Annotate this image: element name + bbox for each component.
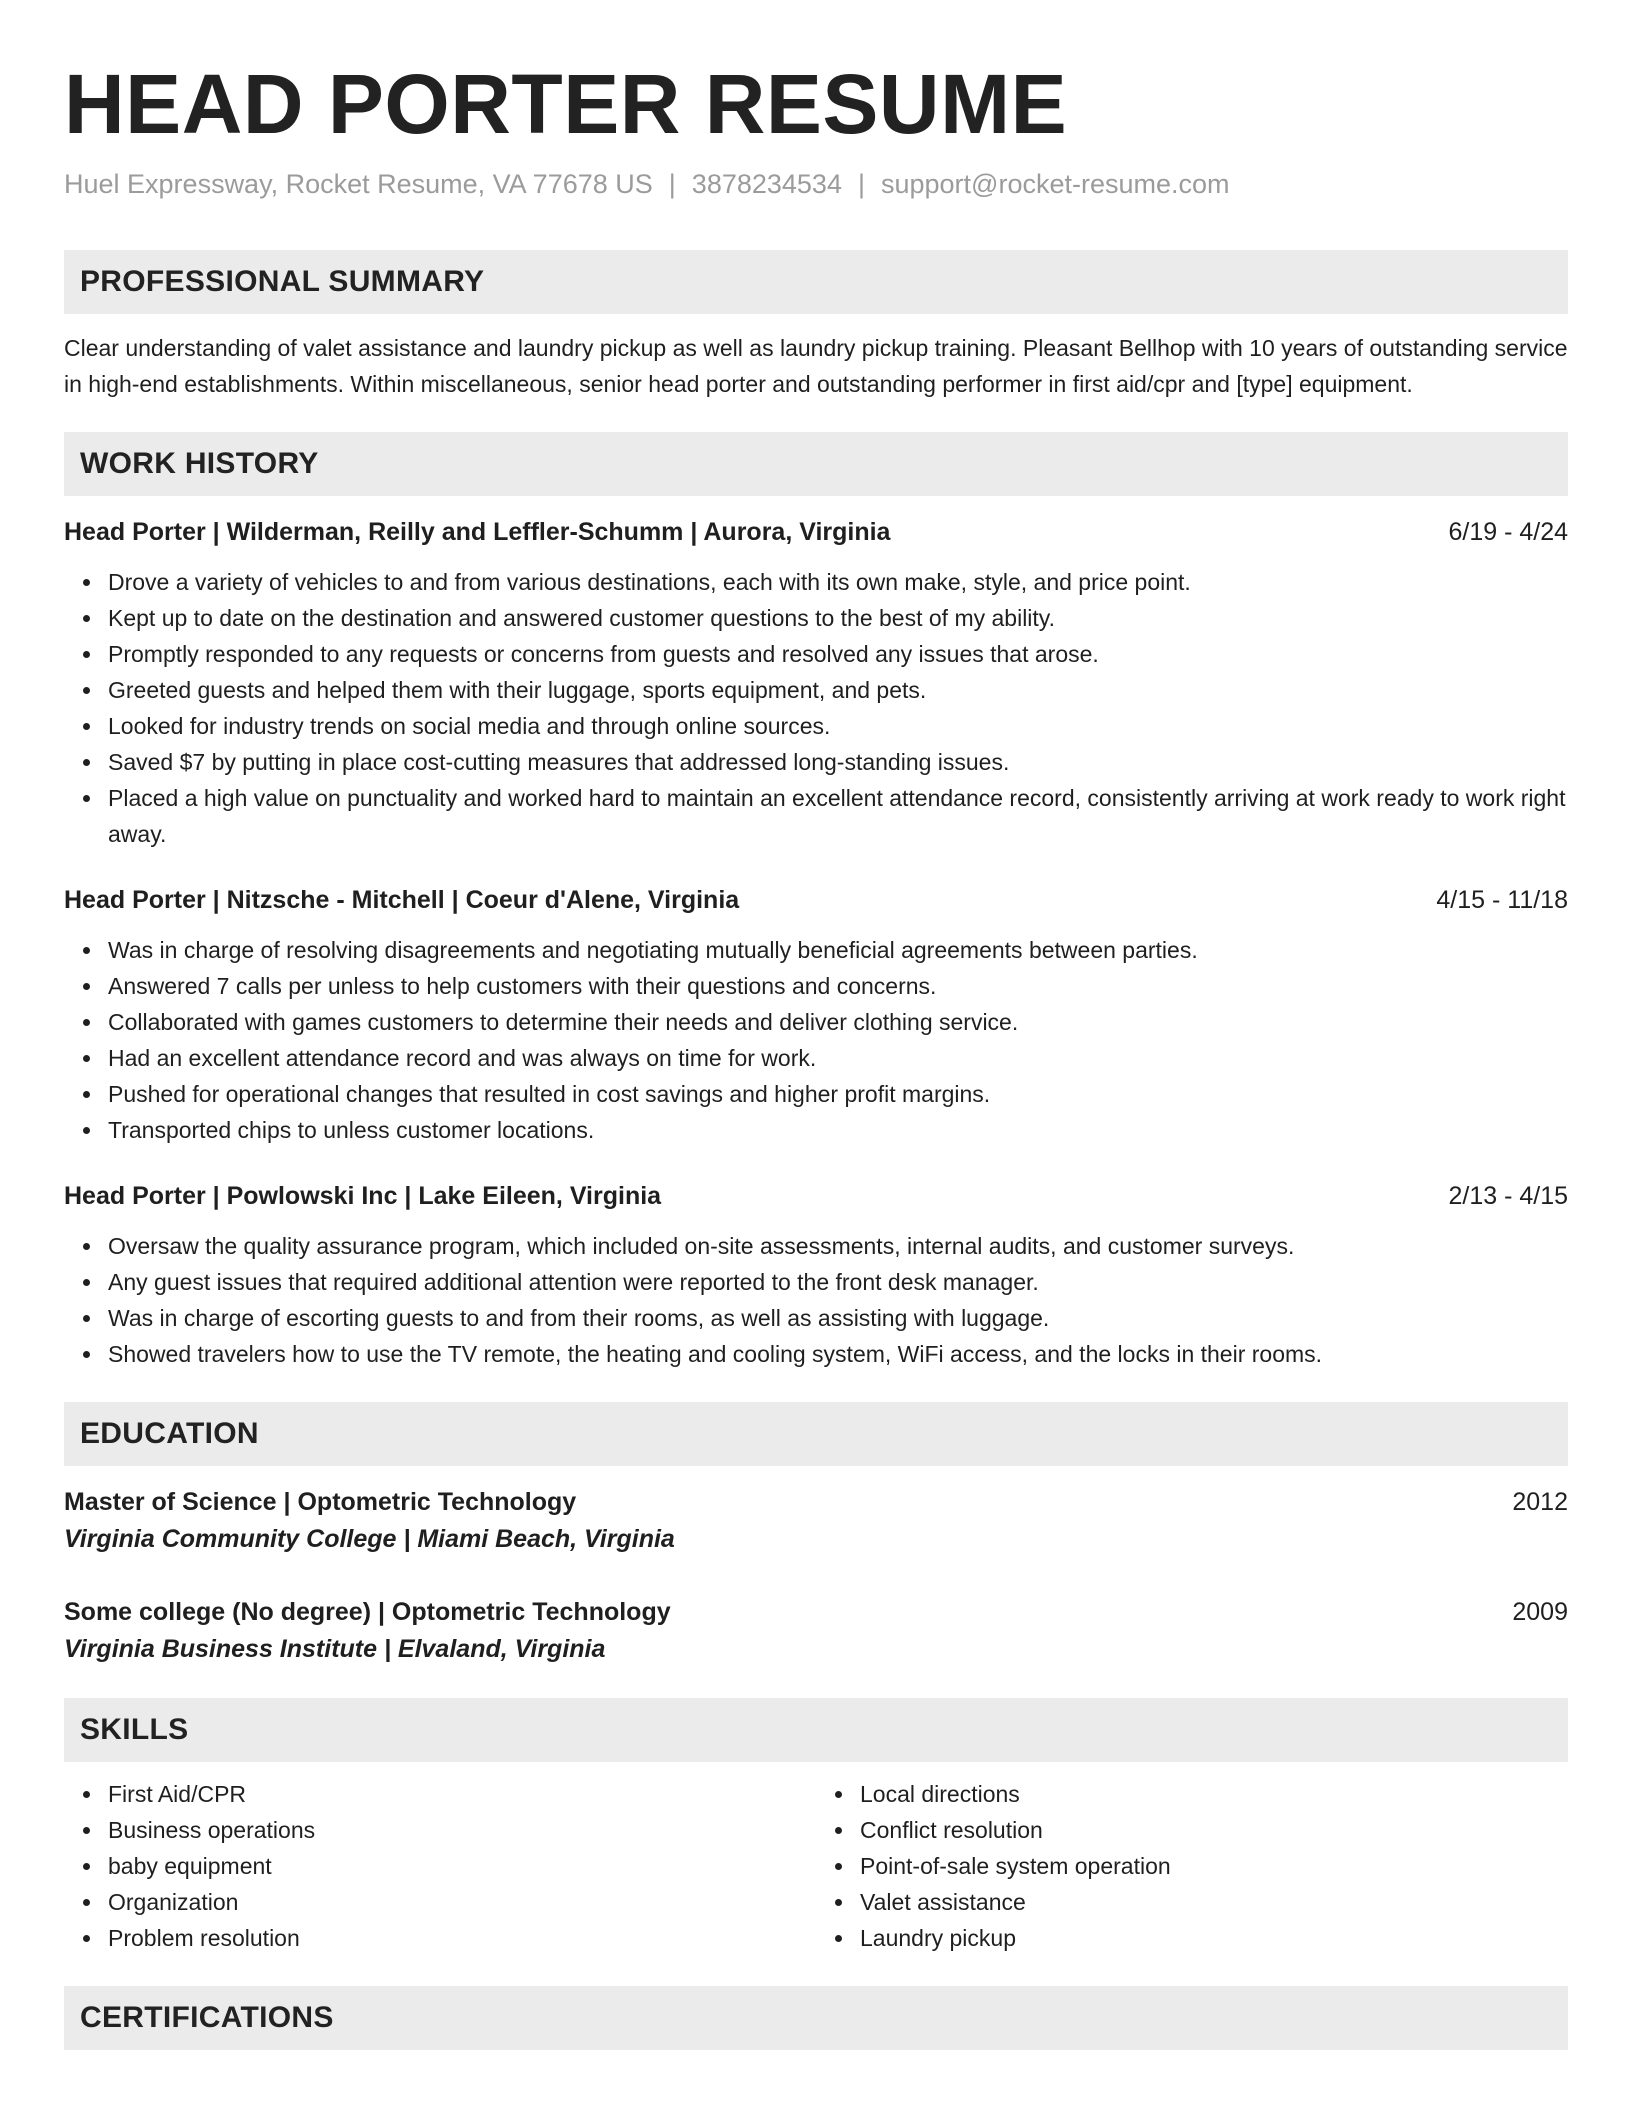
job-bullet: Greeted guests and helped them with their luggage, sports equipment, and pets. (108, 672, 1568, 708)
skill-item: Valet assistance (860, 1884, 1568, 1920)
skill-item: baby equipment (108, 1848, 816, 1884)
education-entry (64, 1594, 1568, 1668)
education-school: Virginia Business Institute | Elvaland, Virginia (64, 1635, 606, 1663)
education-school: Virginia Community College | Miami Beach, Virginia (64, 1525, 675, 1553)
education-heading: EDUCATION (64, 1402, 1568, 1466)
job-bullet: Answered 7 calls per unless to help customers with their questions and concerns. (108, 968, 1568, 1004)
job-bullet: Was in charge of escorting guests to and from their rooms, as well as assisting with luggage. (108, 1300, 1568, 1336)
job-dates: 4/15 - 11/18 (1436, 886, 1568, 914)
education-year: 2009 (1512, 1598, 1568, 1626)
contact-address: Huel Expressway, Rocket Resume, VA 77678 US (64, 169, 653, 199)
job-title: Head Porter | Wilderman, Reilly and Leffler-Schumm | Aurora, Virginia (64, 518, 891, 546)
work-history-heading: WORK HISTORY (64, 432, 1568, 496)
contact-phone: 3878234534 (691, 169, 842, 199)
job-title: Head Porter | Nitzsche - Mitchell | Coeur d'Alene, Virginia (64, 886, 740, 914)
job-bullet: Transported chips to unless customer locations. (108, 1112, 1568, 1148)
skill-item: Business operations (108, 1812, 816, 1848)
skill-item: Local directions (860, 1776, 1568, 1812)
job-bullet: Kept up to date on the destination and answered customer questions to the best of my ability. (108, 600, 1568, 636)
summary-heading: PROFESSIONAL SUMMARY (64, 250, 1568, 314)
job-title: Head Porter | Powlowski Inc | Lake Eileen, Virginia (64, 1182, 662, 1210)
skills-columns (64, 1776, 1568, 1956)
job-entry (64, 1178, 1568, 1372)
job-bullet: Promptly responded to any requests or concerns from guests and resolved any issues that arose. (108, 636, 1568, 672)
skills-heading: SKILLS (64, 1698, 1568, 1762)
skill-item: Problem resolution (108, 1920, 816, 1956)
contact-line (64, 166, 1568, 202)
skill-item: Conflict resolution (860, 1812, 1568, 1848)
job-bullet: Was in charge of resolving disagreements and negotiating mutually beneficial agreements between parties. (108, 932, 1568, 968)
job-entry (64, 514, 1568, 852)
contact-separator: | (857, 169, 865, 199)
job-bullet: Looked for industry trends on social media and through online sources. (108, 708, 1568, 744)
education-degree: Some college (No degree) | Optometric Technology (64, 1598, 671, 1626)
contact-email: support@rocket-resume.com (880, 169, 1230, 199)
skill-item: First Aid/CPR (108, 1776, 816, 1812)
skill-item: Point-of-sale system operation (860, 1848, 1568, 1884)
job-bullets (64, 932, 1568, 1148)
job-header (64, 514, 1568, 550)
resume-title: HEAD PORTER RESUME (64, 57, 1068, 151)
skills-left-column (64, 1776, 816, 1956)
job-header (64, 882, 1568, 918)
skills-right-column (816, 1776, 1568, 1956)
skill-item: Organization (108, 1884, 816, 1920)
job-bullet: Placed a high value on punctuality and worked hard to maintain an excellent attendance record, consistently arriving at work ready to work right away. (108, 780, 1568, 852)
job-bullet: Had an excellent attendance record and was always on time for work. (108, 1040, 1568, 1076)
education-year: 2012 (1512, 1488, 1568, 1516)
education-header (64, 1484, 1568, 1520)
job-bullets (64, 564, 1568, 852)
education-header (64, 1594, 1568, 1630)
summary-text: Clear understanding of valet assistance and laundry pickup as well as laundry pickup training. Pleasant Bellhop with 10 years of outstanding service in high-end establishments. Within miscellaneous, senior head porter and outstanding performer in first aid/cpr and [type] equipment. (64, 335, 1568, 397)
job-bullet: Saved $7 by putting in place cost-cutting measures that addressed long-standing issues. (108, 744, 1568, 780)
contact-separator: | (668, 169, 676, 199)
job-bullet: Pushed for operational changes that resulted in cost savings and higher profit margins. (108, 1076, 1568, 1112)
skill-item: Laundry pickup (860, 1920, 1568, 1956)
education-entry (64, 1484, 1568, 1558)
job-bullet: Collaborated with games customers to determine their needs and deliver clothing service. (108, 1004, 1568, 1040)
job-bullet: Any guest issues that required additional attention were reported to the front desk manager. (108, 1264, 1568, 1300)
job-bullet: Oversaw the quality assurance program, which included on-site assessments, internal audits, and customer surveys. (108, 1228, 1568, 1264)
job-bullet: Drove a variety of vehicles to and from various destinations, each with its own make, style, and price point. (108, 564, 1568, 600)
job-bullet: Showed travelers how to use the TV remote, the heating and cooling system, WiFi access, and the locks in their rooms. (108, 1336, 1568, 1372)
job-dates: 6/19 - 4/24 (1448, 518, 1568, 546)
education-degree: Master of Science | Optometric Technology (64, 1488, 577, 1516)
certifications-heading: CERTIFICATIONS (64, 1986, 1568, 2050)
job-entry (64, 882, 1568, 1148)
job-bullets (64, 1228, 1568, 1372)
job-header (64, 1178, 1568, 1214)
job-dates: 2/13 - 4/15 (1448, 1182, 1568, 1210)
